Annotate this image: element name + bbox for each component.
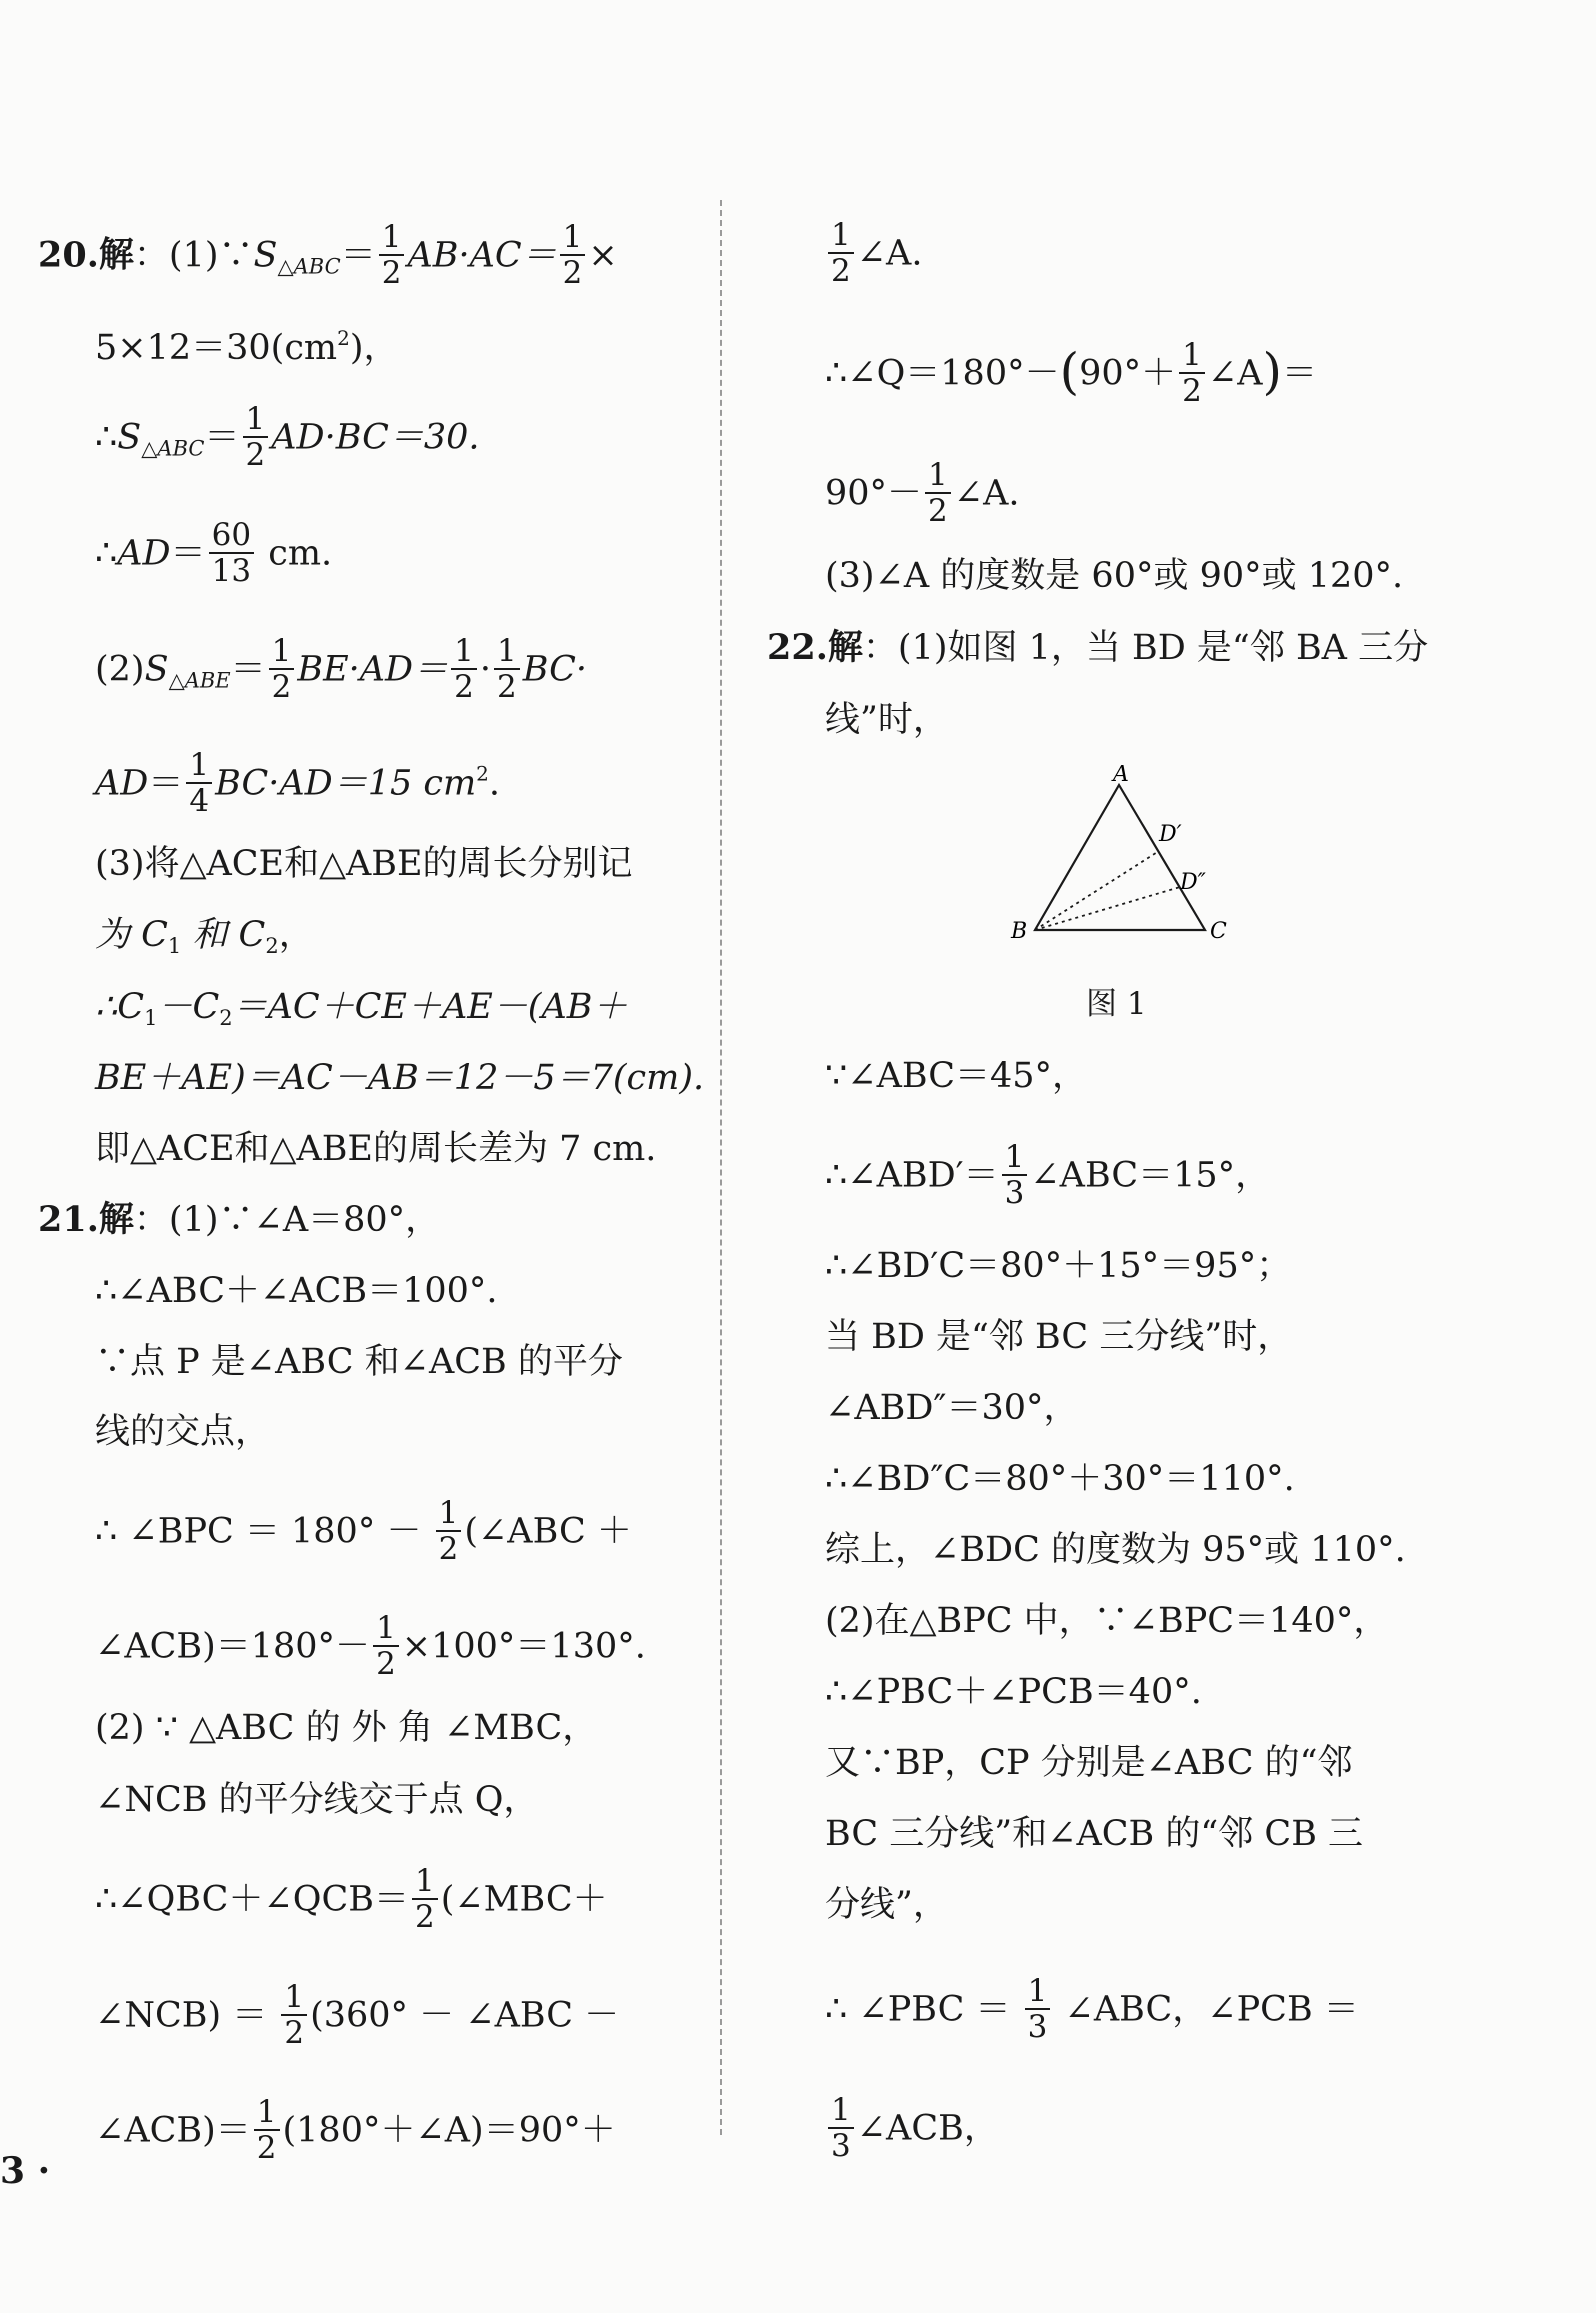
label-b: B bbox=[1011, 919, 1028, 944]
p20-line-11: 即△ACE和△ABE的周长差为 7 cm. bbox=[95, 1129, 657, 1169]
p22-line-5: ∴∠BD′C＝80°＋15°＝95°； bbox=[825, 1246, 1292, 1286]
figure-caption: 图 1 bbox=[1086, 986, 1147, 1022]
p21-line-10: ∠NCB) ＝ $\frac{1}{2}$ (360° － ∠ABC － bbox=[95, 1979, 620, 2051]
p21-line-3: ∵点 P 是∠ABC 和∠ACB 的平分 bbox=[95, 1342, 623, 1382]
fraction: $\frac{1}{2}$ bbox=[373, 1611, 399, 1681]
p20-line-7: (3)将△ACE和△ABE的周长分别记 bbox=[95, 844, 633, 884]
fraction: $\frac{1}{2}$ bbox=[379, 220, 405, 290]
p20-line-4: ∴AD＝ $\frac{60}{13}$ cm. bbox=[95, 517, 333, 589]
p21-line-11: ∠ACB)＝ $\frac{1}{2}$ (180°＋∠A)＝90°＋ bbox=[95, 2094, 616, 2166]
p21-line-1: 21.解：(1)∵∠A＝80°， bbox=[38, 1199, 441, 1240]
p22-line-14: 分线”， bbox=[825, 1885, 948, 1925]
problem-number: 22. bbox=[767, 627, 828, 668]
triangle-figure bbox=[995, 765, 1245, 945]
p20-line-1: 20.解：$(1)\because S_{\triangle ABC}=$ $\frac{1}{2}$ AB·AC＝ $\frac{1}{2}$ × bbox=[38, 219, 618, 291]
fraction: $\frac{1}{3}$ bbox=[828, 2093, 854, 2163]
label-d-double-prime: D″ bbox=[1180, 870, 1206, 895]
p21-line-4: 线的交点， bbox=[95, 1412, 271, 1452]
problem-number: 20. bbox=[38, 234, 99, 276]
fraction: $\frac{1}{2}$ bbox=[560, 220, 586, 290]
p22-line-1: 22.解：(1)如图 1，当 BD 是“邻 BA 三分 bbox=[767, 627, 1429, 668]
p21-line-6: ∠ACB)＝180°－ $\frac{1}{2}$ ×100°＝130°. bbox=[95, 1610, 646, 1682]
p22-line-8: ∴∠BD″C＝80°＋30°＝110°. bbox=[825, 1459, 1295, 1499]
p21-line-8: ∠NCB 的平分线交于点 Q， bbox=[95, 1780, 539, 1820]
label-c: C bbox=[1210, 919, 1227, 944]
p21-cont-line-1: $\frac{1}{2}$ ∠A. bbox=[825, 220, 922, 290]
p22-line-10: (2)在△BPC 中，∵∠BPC＝140°， bbox=[825, 1601, 1389, 1641]
p20-line-2: $5\times 12=30(cm^2)$， bbox=[95, 326, 399, 368]
p20-line-8: 为 $C_1$ 和 $C_2$， bbox=[95, 915, 314, 958]
fraction: $\frac{1}{3}$ bbox=[1025, 1974, 1051, 2044]
solve-label: 解 bbox=[827, 627, 863, 668]
fraction: $\frac{1}{2}$ bbox=[243, 402, 269, 472]
p22-line-7: ∠ABD″＝30°， bbox=[825, 1388, 1079, 1428]
p21-cont-line-3: 90°－ $\frac{1}{2}$ ∠A. bbox=[825, 457, 1020, 529]
fraction: $\frac{1}{2}$ bbox=[281, 1980, 307, 2050]
fraction: $\frac{1}{2}$ bbox=[412, 1864, 438, 1934]
fraction: $\frac{1}{2}$ bbox=[269, 634, 295, 704]
p22-line-12: 又∵BP，CP 分别是∠ABC 的“邻 bbox=[825, 1743, 1353, 1783]
column-divider bbox=[720, 200, 722, 2135]
fraction: $\frac{1}{2}$ bbox=[451, 634, 477, 704]
fraction: $\frac{60}{13}$ bbox=[209, 518, 254, 588]
p21-cont-line-2: ∴∠Q＝180°－(90°＋ $\frac{1}{2}$ ∠A)＝ bbox=[825, 337, 1318, 409]
label-d-prime: D′ bbox=[1159, 822, 1182, 847]
p21-line-5: ∴ ∠BPC ＝ 180° － $\frac{1}{2}$ (∠ABC ＋ bbox=[95, 1495, 632, 1567]
p21-line-2: ∴∠ABC＋∠ACB＝100°. bbox=[95, 1271, 498, 1311]
p20-line-6: AD＝ $\frac{1}{4}$ BC·AD＝15 $cm^2$. bbox=[95, 747, 501, 819]
p22-line-4: ∴∠ABD′＝ $\frac{1}{3}$ ∠ABC＝15°， bbox=[825, 1139, 1271, 1211]
segment-bd-prime bbox=[1035, 851, 1159, 930]
p21-cont-line-4: (3)∠A 的度数是 60°或 90°或 120°. bbox=[825, 556, 1404, 596]
fraction: $\frac{1}{2}$ bbox=[925, 458, 951, 528]
p22-line-3: ∵∠ABC＝45°， bbox=[825, 1056, 1088, 1096]
p22-line-16: $\frac{1}{3}$ ∠ACB， bbox=[825, 2095, 999, 2165]
fraction: $\frac{1}{3}$ bbox=[1002, 1140, 1028, 1210]
p22-line-15: ∴ ∠PBC ＝ $\frac{1}{3}$ ∠ABC，∠PCB ＝ bbox=[825, 1973, 1359, 2045]
p20-line-5: $(2)S_{\triangle ABE}=$ $\frac{1}{2}$ BE·AD＝ $\frac{1}{2}$ · $\frac{1}{2}$ BC· bbox=[95, 633, 588, 705]
fraction: $\frac{1}{2}$ bbox=[1179, 338, 1205, 408]
p22-line-13: BC 三分线”和∠ACB 的“邻 CB 三 bbox=[825, 1814, 1364, 1854]
p20-line-3: $\therefore S_{\triangle ABC}=$ $\frac{1}{2}$ AD·BC＝30. bbox=[95, 401, 480, 473]
page-number: 3 · bbox=[0, 2150, 51, 2192]
label-a: A bbox=[1113, 765, 1129, 787]
p21-line-9: ∴∠QBC＋∠QCB＝ $\frac{1}{2}$ (∠MBC＋ bbox=[95, 1863, 608, 1935]
p21-line-7: (2) ∵ △ABC 的 外 角 ∠MBC， bbox=[95, 1708, 598, 1748]
triangle-abc bbox=[1035, 785, 1205, 930]
p20-line-9: $\therefore C_1-C_2=AC+CE+AE-(AB+$ bbox=[95, 987, 628, 1030]
fraction: $\frac{1}{2}$ bbox=[436, 1496, 462, 1566]
p22-line-11: ∴∠PBC＋∠PCB＝40°. bbox=[825, 1672, 1202, 1712]
p22-line-6: 当 BD 是“邻 BC 三分线”时， bbox=[825, 1317, 1293, 1357]
solve-label: 解 bbox=[98, 234, 134, 276]
p20-line-10: BE＋AE)＝AC－AB＝12－5＝7(cm). bbox=[95, 1058, 705, 1098]
p22-line-2: 线”时， bbox=[825, 700, 948, 740]
fraction: $\frac{1}{2}$ bbox=[254, 2095, 280, 2165]
problem-number: 21. bbox=[38, 1199, 99, 1240]
fraction: $\frac{1}{2}$ bbox=[494, 634, 520, 704]
solve-label: 解 bbox=[98, 1199, 134, 1240]
fraction: $\frac{1}{2}$ bbox=[828, 218, 854, 288]
fraction: $\frac{1}{4}$ bbox=[186, 748, 212, 818]
p22-line-9: 综上，∠BDC 的度数为 95°或 110°. bbox=[825, 1530, 1406, 1570]
